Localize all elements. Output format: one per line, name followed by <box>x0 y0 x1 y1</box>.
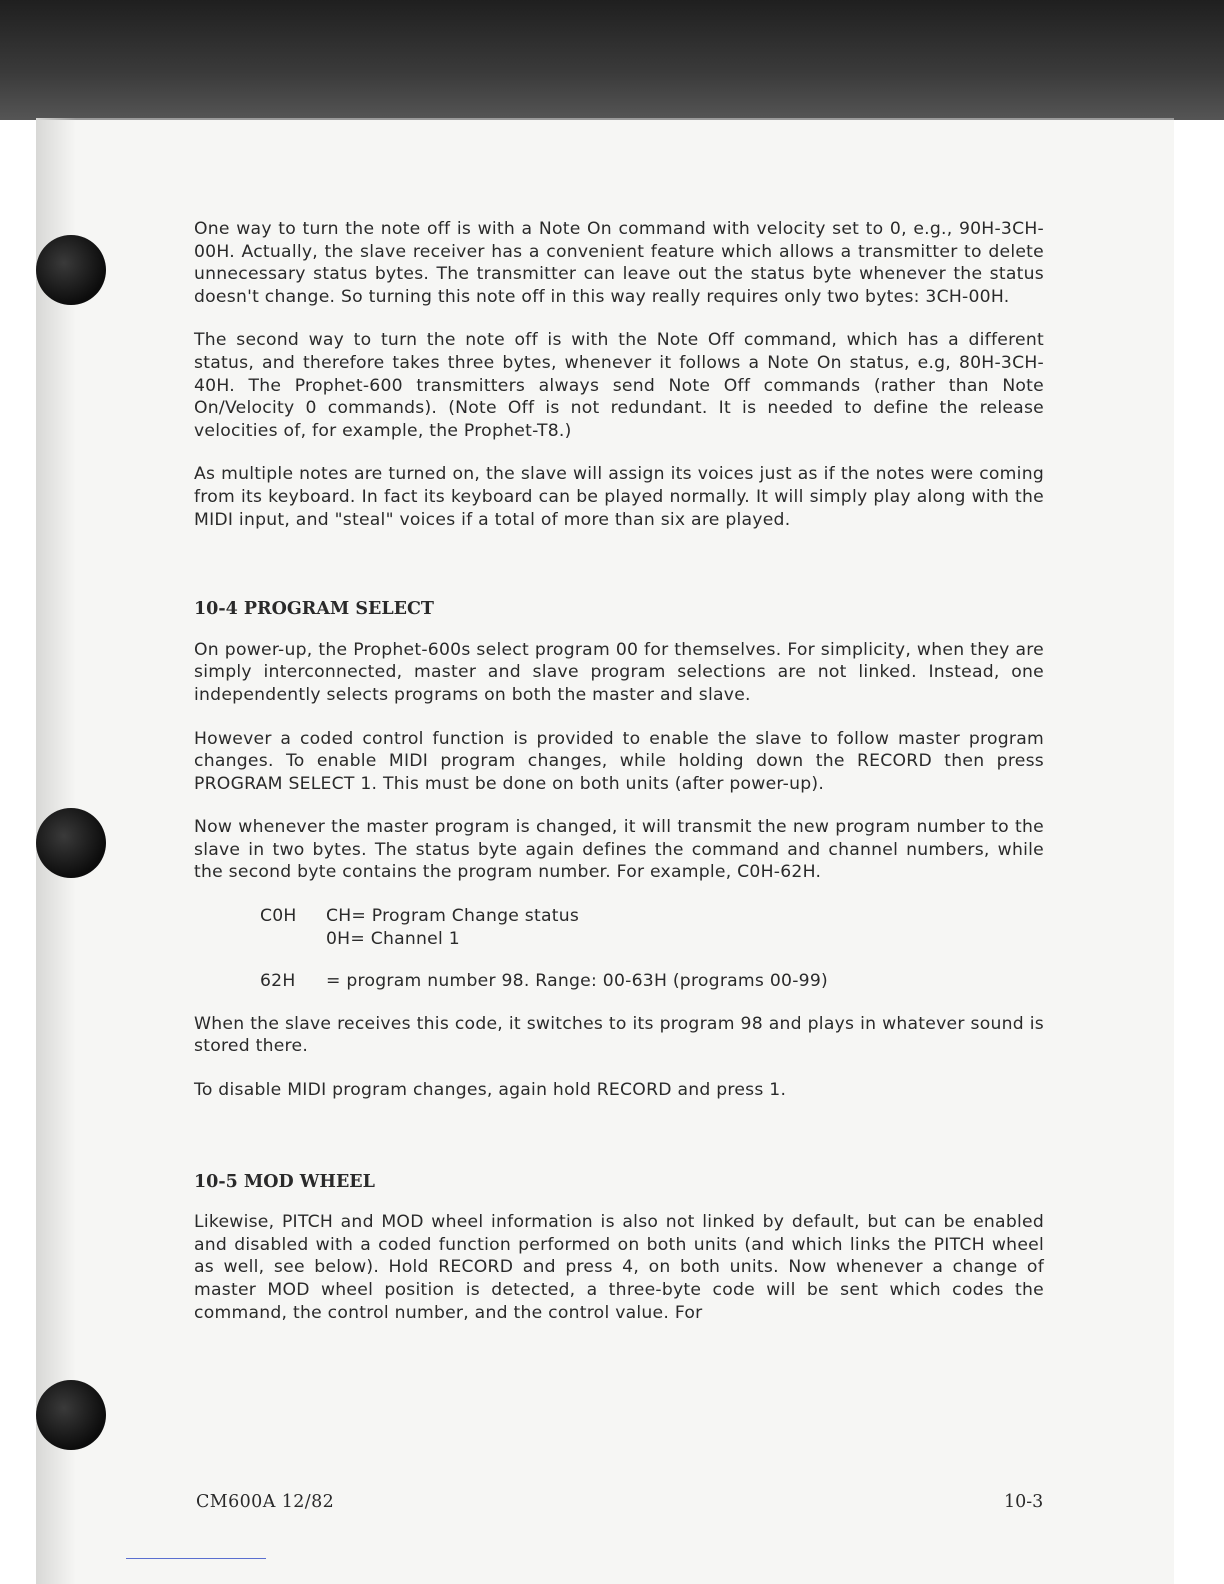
footer-page-number: 10-3 <box>1004 1492 1044 1512</box>
binder-hole-middle <box>36 808 106 878</box>
program-select-paragraph-4: When the slave receives this code, it switches to its program 98 and plays in whatever sound is stored there. <box>194 1013 1044 1057</box>
code-c0h-line-2: 0H= Channel 1 <box>326 928 460 949</box>
heading-program-select: 10-4 PROGRAM SELECT <box>194 599 434 620</box>
mod-wheel-paragraph-1: Likewise, PITCH and MOD wheel information is also not linked by default, but can be enabled and disabled with a coded function performed on both units (and which links the PITCH wheel as well, see below). Hold RECORD and press 4, on both units. Now whenever a change of master MOD wheel position is detected, a three-byte code will be sent which codes the command, the control number, and the control value. For <box>194 1212 1044 1323</box>
code-62h-block <box>260 970 1044 993</box>
section-gap-2 <box>194 1123 1044 1171</box>
program-select-paragraph-1: On power-up, the Prophet-600s select program 00 for themselves. For simplicity, when they are simply interconnected, master and slave program selections are not linked. Instead, one independently selects programs on both the master and slave. <box>194 639 1044 705</box>
code-c0h-key: C0H <box>260 906 297 927</box>
code-c0h-row-2 <box>260 928 1044 951</box>
heading-mod-wheel: 10-5 MOD WHEEL <box>194 1171 375 1192</box>
program-select-paragraph-2: However a coded control function is provided to enable the slave to follow master program changes. To enable MIDI program changes, while holding down the RECORD then press PROGRAM SELECT 1. This must be done on both units (after power-up). <box>194 728 1044 794</box>
code-c0h-line-1: CH= Program Change status <box>326 906 580 927</box>
intro-paragraph-3: As multiple notes are turned on, the slave will assign its voices just as if the notes were coming from its keyboard. In fact its keyboard can be played normally. It will simply play along with the MIDI input, and "steal" voices if a total of more than six are played. <box>194 464 1044 530</box>
scan-artifact-line <box>126 1558 266 1559</box>
scan-margin-right <box>1174 0 1224 1584</box>
intro-paragraph-1: One way to turn the note off is with a Note On command with velocity set to 0, e.g., 90H-3CH-00H. Actually, the slave receiver has a convenient feature which allows a transmitter to delete unnecessary status bytes. The transmitter can leave out the status byte whenever the status doesn't change. So turning this note off in this way really requires only two bytes: 3CH-00H. <box>194 219 1044 307</box>
scan-top-shadow <box>0 0 1224 120</box>
code-62h-line-1: = program number 98. Range: 00-63H (programs 00-99) <box>326 971 828 992</box>
footer-doc-code: CM600A 12/82 <box>196 1492 335 1512</box>
binder-hole-top <box>36 235 106 305</box>
scan-margin-left <box>0 0 36 1584</box>
code-62h-key: 62H <box>260 971 296 992</box>
code-c0h-key-spacer <box>260 928 326 951</box>
intro-paragraph-2: The second way to turn the note off is with the Note Off command, which has a different status, and therefore takes three bytes, whenever it follows a Note On status, e.g, 80H-3CH-40H. The Prophet-600 transmitters always send Note Off commands (rather than Note On/Velocity 0 commands). (Note Off is not redundant. It is needed to define the release velocities of, for example, the Prophet-T8.) <box>194 330 1044 441</box>
section-gap <box>194 552 1044 598</box>
page-content <box>194 218 1044 1345</box>
program-select-paragraph-3: Now whenever the master program is changed, it will transmit the new program number to the slave in two bytes. The status byte again defines the command and channel numbers, while the second byte contains the program number. For example, C0H-62H. <box>194 817 1044 883</box>
program-select-paragraph-5: To disable MIDI program changes, again hold RECORD and press 1. <box>194 1080 787 1101</box>
code-c0h-block <box>260 905 1044 950</box>
code-c0h-row-1 <box>260 905 1044 928</box>
binder-hole-bottom <box>36 1380 106 1450</box>
code-62h-row <box>260 970 1044 993</box>
